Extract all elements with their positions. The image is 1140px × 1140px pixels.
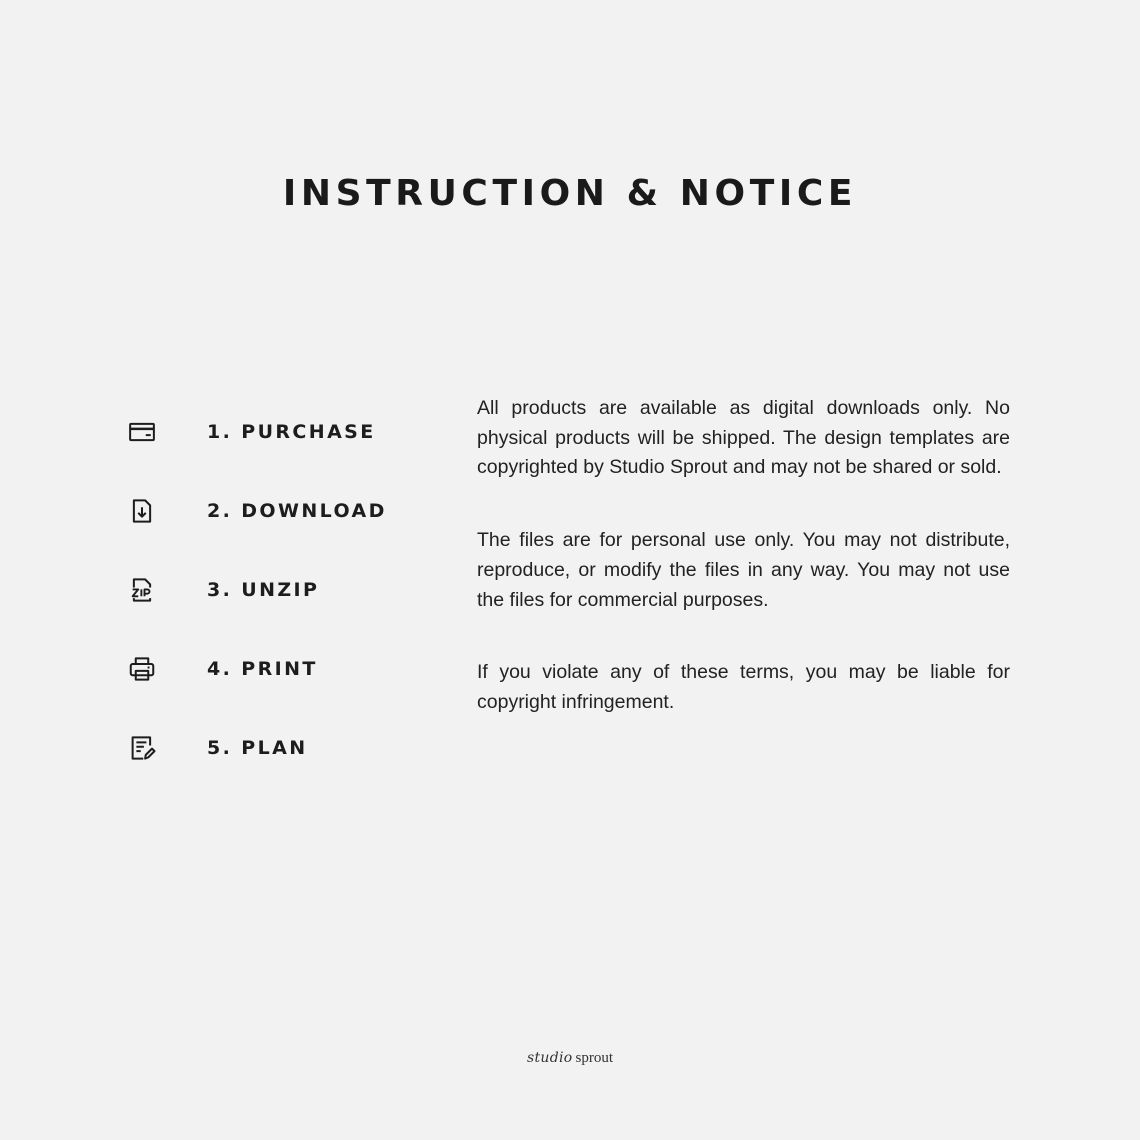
- step-label: 2. DOWNLOAD: [207, 499, 387, 522]
- step-label: 3. UNZIP: [207, 578, 320, 601]
- steps-list: [126, 392, 426, 787]
- step-label: 1. PURCHASE: [207, 420, 376, 443]
- step-purchase: [126, 392, 426, 471]
- file-download-icon: [126, 495, 158, 527]
- printer-icon: [126, 653, 158, 685]
- notice-digital-products: All products are available as digital downloads only. No physical products will be shipped. The design templates are copyrighted by Studio Sprout and may not be shared or sold.: [477, 397, 1010, 479]
- step-print: [126, 629, 426, 708]
- step-label: 5. PLAN: [207, 736, 308, 759]
- notice-copyright: If you violate any of these terms, you may be liable for copyright infringement.: [477, 661, 1010, 713]
- edit-document-icon: [126, 732, 158, 764]
- brand-script-text: studio: [527, 1050, 573, 1066]
- notice-section: [477, 394, 1010, 761]
- credit-card-icon: [126, 416, 158, 448]
- brand-serif-text: sprout: [575, 1050, 613, 1066]
- step-label: 4. PRINT: [207, 657, 318, 680]
- step-download: [126, 471, 426, 550]
- notice-personal-use: The files are for personal use only. You may not distribute, reproduce, or modify the files in any way. You may not use the files for commercial purposes.: [477, 529, 1010, 611]
- page-title: INSTRUCTION & NOTICE: [282, 173, 858, 214]
- step-plan: [126, 708, 426, 787]
- zip-file-icon: [126, 574, 158, 606]
- step-unzip: [126, 550, 426, 629]
- brand-logo: [0, 1048, 1140, 1068]
